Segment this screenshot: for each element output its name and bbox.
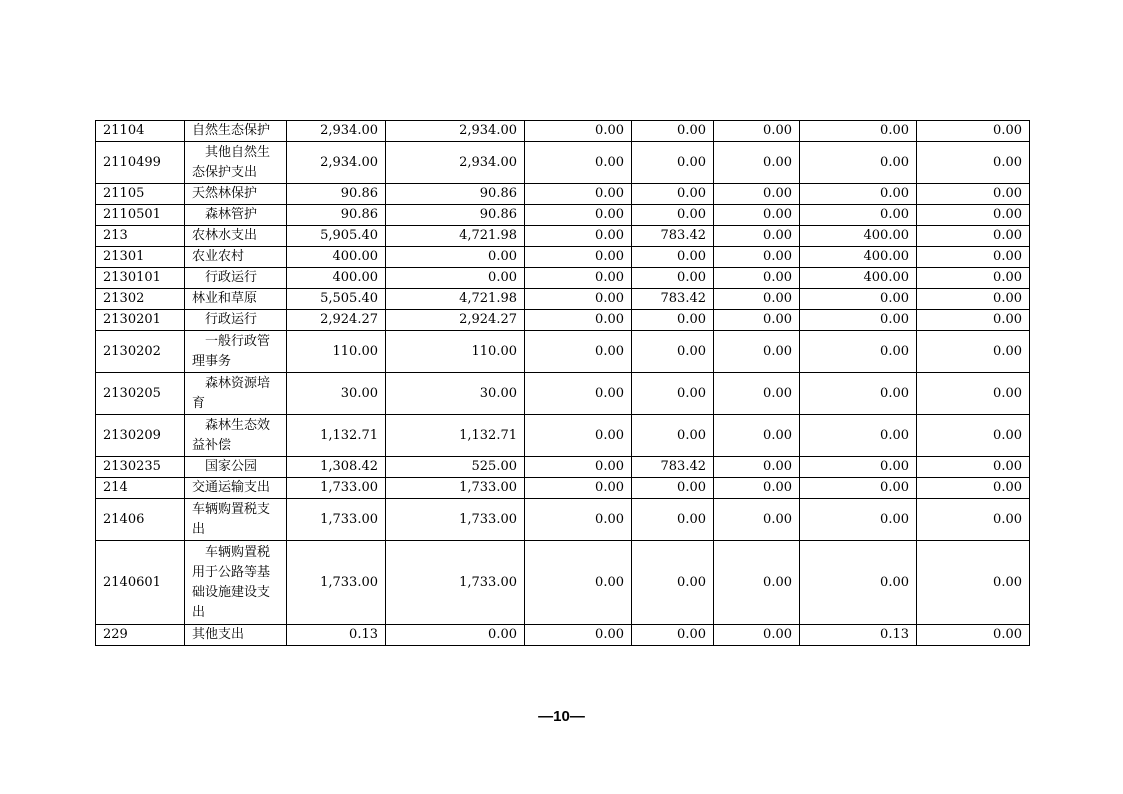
subject-name-cell: 行政运行 xyxy=(185,310,287,331)
amount-cell: 0.00 xyxy=(714,310,800,331)
amount-cell: 0.00 xyxy=(525,247,632,268)
amount-cell: 1,132.71 xyxy=(386,415,525,457)
amount-cell: 0.00 xyxy=(714,457,800,478)
amount-cell: 0.00 xyxy=(800,478,917,499)
table-row xyxy=(96,415,1030,457)
amount-cell: 0.00 xyxy=(525,289,632,310)
amount-cell: 4,721.98 xyxy=(386,289,525,310)
table-row xyxy=(96,184,1030,205)
amount-cell: 2,924.27 xyxy=(386,310,525,331)
amount-cell: 1,733.00 xyxy=(386,541,525,625)
amount-cell: 90.86 xyxy=(386,205,525,226)
amount-cell: 0.00 xyxy=(917,457,1030,478)
subject-name-cell: 车辆购置税支出 xyxy=(185,499,287,541)
amount-cell: 0.00 xyxy=(800,541,917,625)
amount-cell: 0.00 xyxy=(632,268,714,289)
amount-cell: 4,721.98 xyxy=(386,226,525,247)
amount-cell: 0.00 xyxy=(714,226,800,247)
amount-cell: 0.00 xyxy=(800,121,917,142)
subject-code-cell: 2130101 xyxy=(96,268,185,289)
subject-name-cell: 交通运输支出 xyxy=(185,478,287,499)
amount-cell: 400.00 xyxy=(800,268,917,289)
amount-cell: 0.00 xyxy=(525,331,632,373)
subject-code-cell: 2110499 xyxy=(96,142,185,184)
amount-cell: 110.00 xyxy=(386,331,525,373)
amount-cell: 0.00 xyxy=(525,478,632,499)
subject-name-cell: 农业农村 xyxy=(185,247,287,268)
amount-cell: 0.00 xyxy=(714,205,800,226)
table-row xyxy=(96,499,1030,541)
amount-cell: 0.00 xyxy=(386,625,525,646)
amount-cell: 783.42 xyxy=(632,457,714,478)
amount-cell: 0.00 xyxy=(714,373,800,415)
amount-cell: 783.42 xyxy=(632,289,714,310)
amount-cell: 525.00 xyxy=(386,457,525,478)
amount-cell: 0.13 xyxy=(287,625,386,646)
amount-cell: 0.00 xyxy=(800,184,917,205)
table-row xyxy=(96,121,1030,142)
amount-cell: 1,733.00 xyxy=(287,478,386,499)
amount-cell: 0.00 xyxy=(917,268,1030,289)
amount-cell: 0.00 xyxy=(917,478,1030,499)
amount-cell: 0.00 xyxy=(632,373,714,415)
amount-cell: 0.00 xyxy=(800,205,917,226)
amount-cell: 400.00 xyxy=(800,226,917,247)
amount-cell: 400.00 xyxy=(287,268,386,289)
table-row xyxy=(96,310,1030,331)
table-row xyxy=(96,331,1030,373)
subject-code-cell: 21406 xyxy=(96,499,185,541)
subject-code-cell: 213 xyxy=(96,226,185,247)
subject-code-cell: 2130205 xyxy=(96,373,185,415)
amount-cell: 0.00 xyxy=(632,499,714,541)
amount-cell: 0.00 xyxy=(632,142,714,184)
subject-code-cell: 2130209 xyxy=(96,415,185,457)
amount-cell: 2,934.00 xyxy=(386,121,525,142)
amount-cell: 1,733.00 xyxy=(386,478,525,499)
amount-cell: 0.00 xyxy=(632,331,714,373)
table-row xyxy=(96,247,1030,268)
subject-code-cell: 2110501 xyxy=(96,205,185,226)
amount-cell: 1,733.00 xyxy=(386,499,525,541)
subject-code-cell: 214 xyxy=(96,478,185,499)
amount-cell: 0.00 xyxy=(632,205,714,226)
amount-cell: 0.00 xyxy=(917,310,1030,331)
amount-cell: 90.86 xyxy=(386,184,525,205)
amount-cell: 0.00 xyxy=(632,121,714,142)
amount-cell: 0.00 xyxy=(917,415,1030,457)
subject-name-cell: 其他自然生态保护支出 xyxy=(185,142,287,184)
amount-cell: 0.00 xyxy=(525,499,632,541)
amount-cell: 0.00 xyxy=(800,310,917,331)
budget-table xyxy=(95,120,1030,646)
amount-cell: 0.00 xyxy=(525,205,632,226)
table-row xyxy=(96,205,1030,226)
table-row xyxy=(96,478,1030,499)
amount-cell: 0.00 xyxy=(714,331,800,373)
amount-cell: 0.00 xyxy=(800,415,917,457)
amount-cell: 2,934.00 xyxy=(287,121,386,142)
amount-cell: 0.13 xyxy=(800,625,917,646)
amount-cell: 30.00 xyxy=(287,373,386,415)
amount-cell: 0.00 xyxy=(632,541,714,625)
amount-cell: 0.00 xyxy=(800,331,917,373)
amount-cell: 0.00 xyxy=(917,121,1030,142)
amount-cell: 0.00 xyxy=(917,226,1030,247)
amount-cell: 0.00 xyxy=(525,310,632,331)
amount-cell: 0.00 xyxy=(800,373,917,415)
amount-cell: 0.00 xyxy=(714,478,800,499)
amount-cell: 1,308.42 xyxy=(287,457,386,478)
amount-cell: 1,132.71 xyxy=(287,415,386,457)
amount-cell: 0.00 xyxy=(917,247,1030,268)
subject-name-cell: 车辆购置税用于公路等基础设施建设支出 xyxy=(185,541,287,625)
subject-name-cell: 森林生态效益补偿 xyxy=(185,415,287,457)
amount-cell: 0.00 xyxy=(714,499,800,541)
amount-cell: 0.00 xyxy=(800,457,917,478)
amount-cell: 0.00 xyxy=(714,415,800,457)
amount-cell: 2,934.00 xyxy=(386,142,525,184)
amount-cell: 400.00 xyxy=(287,247,386,268)
amount-cell: 0.00 xyxy=(632,478,714,499)
amount-cell: 1,733.00 xyxy=(287,499,386,541)
subject-code-cell: 2140601 xyxy=(96,541,185,625)
subject-name-cell: 天然林保护 xyxy=(185,184,287,205)
subject-code-cell: 2130201 xyxy=(96,310,185,331)
subject-code-cell: 21105 xyxy=(96,184,185,205)
amount-cell: 0.00 xyxy=(917,289,1030,310)
subject-code-cell: 2130202 xyxy=(96,331,185,373)
amount-cell: 0.00 xyxy=(525,415,632,457)
amount-cell: 0.00 xyxy=(632,184,714,205)
amount-cell: 0.00 xyxy=(917,205,1030,226)
table-row xyxy=(96,289,1030,310)
subject-name-cell: 一般行政管理事务 xyxy=(185,331,287,373)
amount-cell: 0.00 xyxy=(525,625,632,646)
amount-cell: 2,924.27 xyxy=(287,310,386,331)
amount-cell: 0.00 xyxy=(917,625,1030,646)
amount-cell: 0.00 xyxy=(525,184,632,205)
table-row xyxy=(96,457,1030,478)
amount-cell: 0.00 xyxy=(632,247,714,268)
amount-cell: 5,505.40 xyxy=(287,289,386,310)
table-row xyxy=(96,142,1030,184)
amount-cell: 1,733.00 xyxy=(287,541,386,625)
subject-code-cell: 2130235 xyxy=(96,457,185,478)
amount-cell: 2,934.00 xyxy=(287,142,386,184)
amount-cell: 0.00 xyxy=(525,268,632,289)
table-row xyxy=(96,226,1030,247)
subject-name-cell: 森林管护 xyxy=(185,205,287,226)
amount-cell: 0.00 xyxy=(800,289,917,310)
table-row xyxy=(96,268,1030,289)
amount-cell: 0.00 xyxy=(632,310,714,331)
subject-name-cell: 农林水支出 xyxy=(185,226,287,247)
subject-name-cell: 国家公园 xyxy=(185,457,287,478)
amount-cell: 0.00 xyxy=(525,121,632,142)
amount-cell: 0.00 xyxy=(525,142,632,184)
amount-cell: 0.00 xyxy=(800,142,917,184)
subject-name-cell: 林业和草原 xyxy=(185,289,287,310)
subject-name-cell: 其他支出 xyxy=(185,625,287,646)
amount-cell: 400.00 xyxy=(800,247,917,268)
amount-cell: 0.00 xyxy=(714,625,800,646)
amount-cell: 0.00 xyxy=(714,247,800,268)
page-number: —10— xyxy=(538,708,585,725)
amount-cell: 0.00 xyxy=(917,331,1030,373)
amount-cell: 0.00 xyxy=(714,268,800,289)
amount-cell: 0.00 xyxy=(917,499,1030,541)
subject-name-cell: 自然生态保护 xyxy=(185,121,287,142)
amount-cell: 90.86 xyxy=(287,184,386,205)
amount-cell: 0.00 xyxy=(714,289,800,310)
amount-cell: 5,905.40 xyxy=(287,226,386,247)
amount-cell: 0.00 xyxy=(525,541,632,625)
amount-cell: 0.00 xyxy=(917,373,1030,415)
amount-cell: 0.00 xyxy=(714,121,800,142)
amount-cell: 0.00 xyxy=(525,457,632,478)
amount-cell: 0.00 xyxy=(714,184,800,205)
table-row xyxy=(96,541,1030,625)
amount-cell: 0.00 xyxy=(917,142,1030,184)
subject-name-cell: 行政运行 xyxy=(185,268,287,289)
amount-cell: 0.00 xyxy=(714,541,800,625)
subject-code-cell: 21104 xyxy=(96,121,185,142)
amount-cell: 90.86 xyxy=(287,205,386,226)
amount-cell: 0.00 xyxy=(917,541,1030,625)
amount-cell: 0.00 xyxy=(525,226,632,247)
amount-cell: 30.00 xyxy=(386,373,525,415)
amount-cell: 0.00 xyxy=(917,184,1030,205)
amount-cell: 0.00 xyxy=(800,499,917,541)
subject-code-cell: 21301 xyxy=(96,247,185,268)
subject-name-cell: 森林资源培育 xyxy=(185,373,287,415)
amount-cell: 0.00 xyxy=(386,247,525,268)
amount-cell: 0.00 xyxy=(386,268,525,289)
table-row xyxy=(96,625,1030,646)
table-row xyxy=(96,373,1030,415)
amount-cell: 110.00 xyxy=(287,331,386,373)
amount-cell: 0.00 xyxy=(632,415,714,457)
amount-cell: 0.00 xyxy=(632,625,714,646)
subject-code-cell: 229 xyxy=(96,625,185,646)
table-body xyxy=(96,121,1030,646)
subject-code-cell: 21302 xyxy=(96,289,185,310)
amount-cell: 0.00 xyxy=(714,142,800,184)
amount-cell: 783.42 xyxy=(632,226,714,247)
amount-cell: 0.00 xyxy=(525,373,632,415)
